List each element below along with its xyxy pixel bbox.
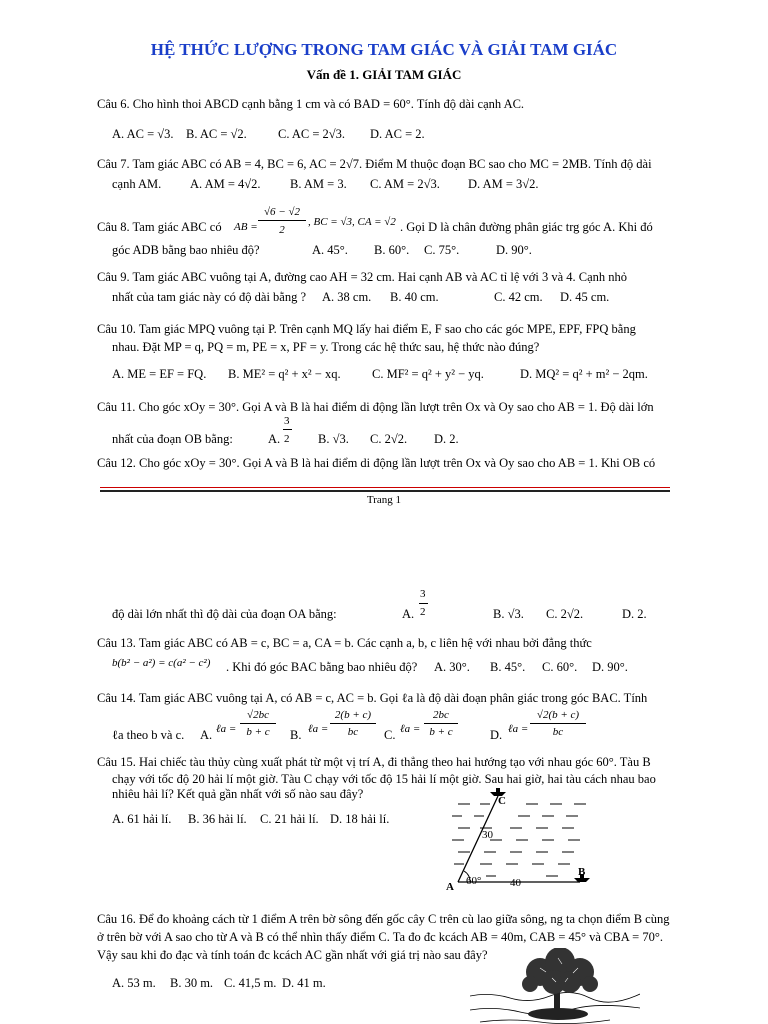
q15-fig-forty: 40 xyxy=(510,877,521,889)
q12-option-a-bar xyxy=(419,603,428,604)
q7-option-d: D. AM = 3√2. xyxy=(468,177,539,191)
q15-line2: chạy với tốc độ 20 hải lí một giờ. Tàu C chạy với tốc độ 15 hải lí một giờ. Sau hai giờ, hai tàu cách nhau bao xyxy=(112,772,656,786)
q14-option-d-pre: ℓa = xyxy=(508,723,529,735)
q10-line1: Câu 10. Tam giác MPQ vuông tại P. Trên cạnh MQ lấy hai điểm E, F sao cho các góc MPE, EPF, FPQ bằng xyxy=(97,322,636,336)
q12-option-d: D. 2. xyxy=(622,607,647,621)
q14-option-c-pre: ℓa = xyxy=(400,723,421,735)
q7-option-a: A. AM = 4√2. xyxy=(190,177,261,191)
q6-option-a: A. AC = √3. xyxy=(112,127,174,141)
q13-line1: Câu 13. Tam giác ABC có AB = c, BC = a, CA = b. Các cạnh a, b, c liên hệ với nhau bởi đẳng thức xyxy=(97,636,592,650)
q16-option-a: A. 53 m. xyxy=(112,976,156,990)
q12-option-a-num: 3 xyxy=(420,588,426,600)
q12-option-a-den: 2 xyxy=(420,606,426,618)
q16-line2: ở trên bờ với A sao cho từ A và B có thể nhìn thấy điểm C. Ta đo đc kcách AB = 40m, CAB = 45° và CBA = 70°. xyxy=(97,930,663,944)
q15-option-c: C. 21 hải lí. xyxy=(260,812,319,826)
q14-option-b-den: bc xyxy=(347,726,359,738)
q10-option-d: D. MQ² = q² + m² − 2qm. xyxy=(520,367,648,381)
q14-line2: ℓa theo b và c. xyxy=(112,728,185,742)
q11-option-a-bar xyxy=(283,429,292,430)
q15-fig-b: B xyxy=(578,866,586,878)
q16-line3: Vậy sau khi đo đạc và tính toán đc kcách AC gần nhất với giá trị nào sau đây? xyxy=(97,948,488,962)
q10-option-b: B. ME² = q² + x² − xq. xyxy=(228,367,341,381)
q7-line2: cạnh AM. xyxy=(112,177,162,191)
q15-fig-sixty: 60° xyxy=(466,875,482,887)
q14-option-a-label: A. xyxy=(200,728,213,742)
q9-option-b: B. 40 cm. xyxy=(390,290,439,304)
section-subtitle: Vấn đề 1. GIẢI TAM GIÁC xyxy=(306,67,462,82)
q8-frac-bar xyxy=(258,220,306,221)
q14-option-a-num: √2bc xyxy=(247,709,269,721)
q14-option-d-bar xyxy=(530,723,586,724)
q7-option-c: C. AM = 2√3. xyxy=(370,177,440,191)
q15-line1: Câu 15. Hai chiếc tàu thủy cùng xuất phát từ một vị trí A, đi thẳng theo hai hướng tạo với nhau góc 60°. Tàu B xyxy=(97,755,651,769)
q13-option-b: B. 45°. xyxy=(490,660,526,674)
q14-option-b-num: 2(b + c) xyxy=(334,709,372,721)
page-title: HỆ THỨC LƯỢNG TRONG TAM GIÁC VÀ GIẢI TAM GIÁC xyxy=(150,40,618,59)
q8-frac-num: √6 − √2 xyxy=(264,206,300,218)
q10-line2: nhau. Đặt MP = q, PQ = m, PE = x, PF = y. Trong các hệ thức sau, hệ thức nào đúng? xyxy=(112,340,540,354)
q8-line2: góc ADB bằng bao nhiêu độ? xyxy=(112,243,260,257)
q14-option-b-label: B. xyxy=(290,728,302,742)
q16-option-c: C. 41,5 m. xyxy=(224,976,277,990)
q14-option-b-bar xyxy=(330,723,376,724)
q11-option-a-num: 3 xyxy=(284,415,290,427)
q14-option-a-den: b + c xyxy=(246,726,270,738)
q12-line2: độ dài lớn nhất thì độ dài của đoạn OA bằng: xyxy=(112,607,337,621)
q13-option-d: D. 90°. xyxy=(592,660,628,674)
q8-line1a: Câu 8. Tam giác ABC có xyxy=(97,220,222,234)
q10-option-c: C. MF² = q² + y² − yq. xyxy=(372,367,484,381)
q14-option-c-label: C. xyxy=(384,728,396,742)
q15-option-a: A. 61 hải lí. xyxy=(112,812,172,826)
q14-option-a-pre: ℓa = xyxy=(216,723,237,735)
q14-option-d-den: bc xyxy=(552,726,564,738)
q15-fig-a: A xyxy=(446,881,454,893)
q15-fig-c: C xyxy=(498,795,506,807)
q9-option-a: A. 38 cm. xyxy=(322,290,372,304)
q11-option-a-den: 2 xyxy=(284,433,290,445)
q13-option-a: A. 30°. xyxy=(434,660,470,674)
q8-option-b: B. 60°. xyxy=(374,243,410,257)
q14-option-c-bar xyxy=(424,723,458,724)
q9-line2: nhất của tam giác này có độ dài bằng ? xyxy=(112,290,307,304)
q6-option-c: C. AC = 2√3. xyxy=(278,127,346,141)
q15-option-b: B. 36 hải lí. xyxy=(188,812,247,826)
q14-option-c-den: b + c xyxy=(429,726,453,738)
q11-line1: Câu 11. Cho góc xOy = 30°. Gọi A và B là hai điểm di động lần lượt trên Ox và Oy sao cho AB = 1. Độ dài lớn xyxy=(97,400,654,414)
q11-option-d: D. 2. xyxy=(434,432,459,446)
q15-line3: nhiêu hải lí? Kết quả gần nhất với số nào sau đây? xyxy=(112,787,364,801)
q14-line1: Câu 14. Tam giác ABC vuông tại A, có AB = c, AC = b. Gọi ℓa là độ dài đoạn phân giác trong góc BAC. Tính xyxy=(97,691,648,705)
q12-option-b: B. √3. xyxy=(493,607,524,621)
q8-option-d: D. 90°. xyxy=(496,243,532,257)
footer-rule-red xyxy=(100,487,670,488)
q16-option-d: D. 41 m. xyxy=(282,976,326,990)
q14-option-a-bar xyxy=(240,723,276,724)
q6-stem: Câu 6. Cho hình thoi ABCD cạnh bằng 1 cm và có BAD = 60°. Tính độ dài cạnh AC. xyxy=(97,97,525,111)
q6-option-b: B. AC = √2. xyxy=(186,127,247,141)
q8-frac-pre: AB = xyxy=(234,221,258,233)
q8-option-c: C. 75°. xyxy=(424,243,460,257)
q8-line1b: , BC = √3, CA = √2 xyxy=(308,216,396,228)
q10-option-a: A. ME = EF = FQ. xyxy=(112,367,207,381)
q16-line1: Câu 16. Để đo khoảng cách từ 1 điểm A trên bờ sông đến gốc cây C trên cù lao giữa sông, ng ta chọn điểm B cùng xyxy=(97,912,670,926)
q14-option-b-pre: ℓa = xyxy=(308,723,329,735)
q14-option-c-num: 2bc xyxy=(433,709,449,721)
q11-option-a-label: A. xyxy=(268,432,281,446)
q6-option-d: D. AC = 2. xyxy=(370,127,425,141)
q8-option-a: A. 45°. xyxy=(312,243,348,257)
footer-rule xyxy=(100,490,670,492)
q14-option-d-num: √2(b + c) xyxy=(536,709,580,721)
q11-line2: nhất của đoạn OB bằng: xyxy=(112,432,233,446)
q11-option-b: B. √3. xyxy=(318,432,349,446)
q13-equation: b(b² − a²) = c(a² − c²) xyxy=(112,657,211,669)
q14-option-d-label: D. xyxy=(490,728,503,742)
q16-option-b: B. 30 m. xyxy=(170,976,214,990)
page-number: Trang 1 xyxy=(366,494,402,506)
q7-line1: Câu 7. Tam giác ABC có AB = 4, BC = 6, AC = 2√7. Điểm M thuộc đoạn BC sao cho MC = 2MB. Tính độ dài xyxy=(97,157,652,171)
q9-option-d: D. 45 cm. xyxy=(560,290,610,304)
q13-line2: . Khi đó góc BAC bằng bao nhiêu độ? xyxy=(226,660,418,674)
q8-frac-den: 2 xyxy=(279,224,285,236)
q8-line1c: . Gọi D là chân đường phân giác trg góc A. Khi đó xyxy=(400,220,653,234)
q12-line1: Câu 12. Cho góc xOy = 30°. Gọi A và B là hai điểm di động lần lượt trên Ox và Oy sao cho AB = 1. Khi OB có xyxy=(97,456,656,470)
q11-option-c: C. 2√2. xyxy=(370,432,408,446)
q12-option-c: C. 2√2. xyxy=(546,607,584,621)
q9-line1: Câu 9. Tam giác ABC vuông tại A, đường cao AH = 32 cm. Hai cạnh AB và AC tỉ lệ với 3 và 4. Cạnh nhỏ xyxy=(97,270,628,284)
q12-option-a-label: A. xyxy=(402,607,415,621)
q9-option-c: C. 42 cm. xyxy=(494,290,543,304)
q15-option-d: D. 18 hải lí. xyxy=(330,812,390,826)
q13-option-c: C. 60°. xyxy=(542,660,578,674)
q7-option-b: B. AM = 3. xyxy=(290,177,347,191)
q15-fig-thirty: 30 xyxy=(482,829,493,841)
island-tree-illustration xyxy=(470,948,640,1024)
